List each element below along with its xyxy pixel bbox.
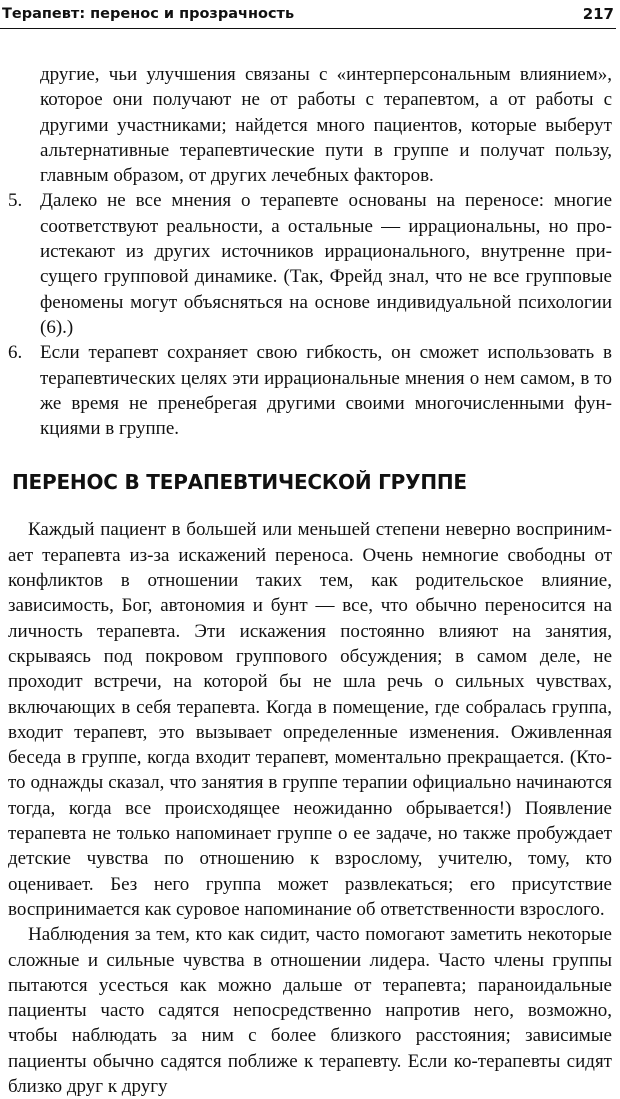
list-number: 5. <box>8 190 23 212</box>
section-heading: ПЕРЕНОС В ТЕРАПЕВТИЧЕСКОЙ ГРУППЕ <box>12 470 467 495</box>
paragraph: Каждый пациент в большей или меньшей степени неверно воспринимает терапевта из-за искажений переноса. Очень немногие свободны от конфликтов в отношении таких тем, как родительское влияние, зависимость, Бог, автономия и бунт — все, что обычно переносится на личность терапевта. Эти искажения постоянно влияют на занятия, скрываясь под покровом группового обсуждения; в самом деле, не проходит встречи, на которой бы не шла речь о сильных чувствах, включающих в себя терапевта. Когда в помещение, где собралась группа, входит терапевт, это вызывает определенные изменения. Оживленная беседа в группе, когда входит терапевт, моментально прекращается. (Кто-то однажды сказал, что занятия в группе терапии официально начинаются тогда, когда все происходящее неожиданно обрывается!) Появление терапевта не только напоминает группе о ее задаче, но также пробуждает детские чувства по отношению к взрослому, учителю, тому, кто оценивает. Без него группа может развлекаться; его присутствие воспринимается как суровое напоминание об ответственности взрослого. <box>8 519 612 920</box>
page-body <box>8 62 612 1099</box>
paragraph: Наблюдения за тем, кто как сидит, часто помогают заметить некоторые сложные и сильные чувства в отношении лидера. Часто члены группы пытаются усесться как можно дальше от терапевта; параноидальные пациенты часто садятся непосредственно напротив него, возможно, чтобы наблюдать за ним с более близкого расстояния; зависимые пациенты обычно садятся поближе к терапевту. Если ко-терапевты сидят близко друг к другу <box>8 924 612 1097</box>
page-number: 217 <box>582 5 614 23</box>
list-item-5 <box>8 188 612 340</box>
list-item-text: Если терапевт сохраняет свою гибкость, он сможет использовать в терапевтических целях эти иррациональные мнения о нем самом, в то же время не пренебрегая другими своими многочисленными функциями в группе. <box>40 342 612 440</box>
running-head <box>2 2 614 26</box>
list-item-6 <box>8 340 612 441</box>
header-rule <box>0 28 616 29</box>
list-continuation: другие, чьи улучшения связаны с «интерперсональным влиянием», которое они получают не от работы с терапевтом, а от работы с другими участниками; найдется много пациентов, которые выберут альтернативные терапевтические пути в группе и получат пользу, главным образом, от других лечебных факторов. <box>40 64 612 187</box>
running-title: Терапевт: перенос и прозрачность <box>2 6 295 22</box>
list-item-text: Далеко не все мнения о терапевте основаны на переносе: многие соответствуют реальности, а остальные — иррациональны, но проистекают из других источников иррационального, внутренне присущего групповой динамике. (Так, Фрейд знал, что не все групповые феномены могут объясняться на основе индивидуальной психологии (6).) <box>40 190 612 338</box>
list-number: 6. <box>8 342 23 364</box>
